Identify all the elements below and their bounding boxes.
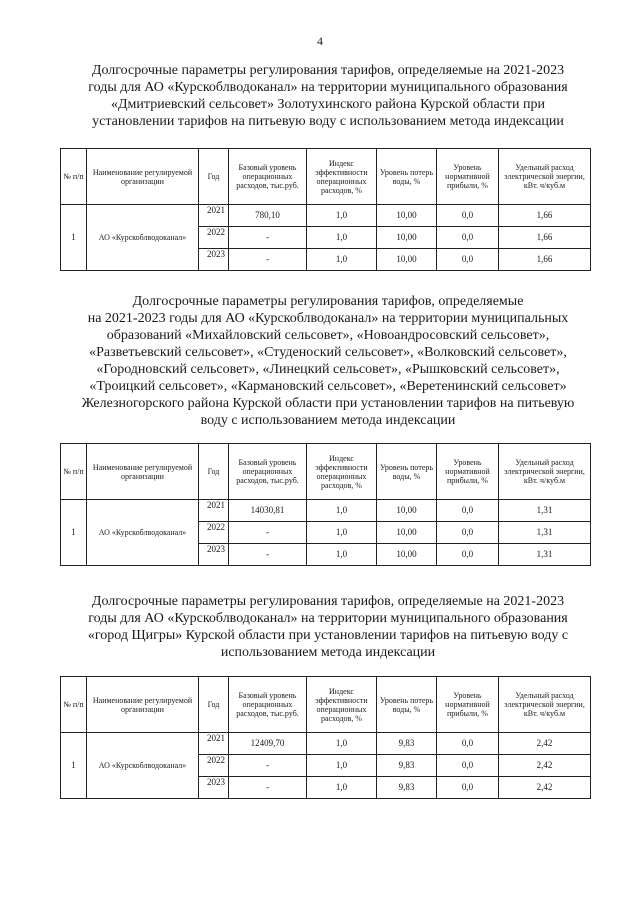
year-cell: 2023	[199, 249, 229, 271]
year-cell: 2022	[199, 227, 229, 249]
section-3-table	[60, 676, 591, 799]
heading-line: Долгосрочные параметры регулирования тарифов, определяемые на 2021-2023	[91, 63, 565, 78]
heading-line: «Разветьевский сельсовет», «Студеноский сельсовет», «Волковский сельсовет»,	[89, 345, 567, 360]
year-cell: 2021	[199, 500, 229, 522]
base-cell: -	[229, 777, 307, 799]
loss-cell: 9,83	[377, 755, 437, 777]
col-header-loss: Уровень потерь воды, %	[377, 444, 437, 500]
org-name: АО «Курскоблводоканал»	[87, 205, 199, 271]
base-cell: -	[229, 544, 307, 566]
col-header-loss: Уровень потерь воды, %	[377, 149, 437, 205]
year-cell: 2023	[199, 777, 229, 799]
heading-line: использованием метода индексации	[220, 645, 436, 660]
heading-line: «Троицкий сельсовет», «Кармановский сельсовет», «Веретенинский сельсовет»	[89, 379, 567, 394]
row-number: 1	[61, 733, 87, 799]
col-header-loss: Уровень потерь воды, %	[377, 677, 437, 733]
col-header-year: Год	[199, 677, 229, 733]
section-3-heading	[58, 593, 598, 661]
energy-cell: 1,66	[499, 249, 591, 271]
org-name: АО «Курскоблводоканал»	[87, 733, 199, 799]
loss-cell: 10,00	[377, 249, 437, 271]
col-header-energy: Удельный расход электрической энергии, кВт. ч/куб.м	[499, 149, 591, 205]
loss-cell: 10,00	[377, 544, 437, 566]
year-cell: 2022	[199, 522, 229, 544]
section-1-table	[60, 148, 591, 271]
index-cell: 1,0	[307, 544, 377, 566]
section-1-heading	[58, 62, 598, 130]
loss-cell: 10,00	[377, 205, 437, 227]
loss-cell: 10,00	[377, 500, 437, 522]
base-cell: 12409,70	[229, 733, 307, 755]
year-cell: 2022	[199, 755, 229, 777]
base-cell: -	[229, 755, 307, 777]
energy-cell: 2,42	[499, 777, 591, 799]
heading-line: воду с использованием метода индексации	[200, 413, 456, 428]
heading-line: «город Щигры» Курской области при установлении тарифов на питьевую воду с	[87, 628, 569, 643]
index-cell: 1,0	[307, 227, 377, 249]
heading-line: «Дмитриевский сельсовет» Золотухинского района Курской области при	[111, 97, 545, 112]
heading-line: Долгосрочные параметры регулирования тарифов, определяемые	[132, 294, 524, 309]
org-name: АО «Курскоблводоканал»	[87, 500, 199, 566]
heading-line: на 2021-2023 годы для АО «Курскоблводоканал» на территории муниципальных	[87, 311, 569, 326]
profit-cell: 0,0	[437, 777, 499, 799]
heading-line: образований «Михайловский сельсовет», «Новоандросовский сельсовет»,	[106, 328, 550, 343]
profit-cell: 0,0	[437, 205, 499, 227]
col-header-index: Индекс эффективности операционных расходов, %	[307, 444, 377, 500]
row-number: 1	[61, 205, 87, 271]
col-header-year: Год	[199, 444, 229, 500]
year-cell: 2021	[199, 205, 229, 227]
energy-cell: 1,31	[499, 500, 591, 522]
index-cell: 1,0	[307, 733, 377, 755]
heading-line: установлении тарифов на питьевую воду с использованием метода индексации	[92, 114, 564, 129]
col-header-num: № п/п	[61, 444, 87, 500]
loss-cell: 9,83	[377, 777, 437, 799]
section-2-heading	[58, 293, 598, 429]
table-row	[61, 205, 591, 227]
col-header-org: Наименование регулируемой организации	[87, 444, 199, 500]
base-cell: -	[229, 249, 307, 271]
base-cell: 780,10	[229, 205, 307, 227]
col-header-base: Базовый уровень операционных расходов, тыс.руб.	[229, 677, 307, 733]
table-row	[61, 500, 591, 522]
year-cell: 2023	[199, 544, 229, 566]
col-header-base: Базовый уровень операционных расходов, тыс.руб.	[229, 444, 307, 500]
header-row	[61, 149, 591, 205]
col-header-profit: Уровень нормативной прибыли, %	[437, 677, 499, 733]
loss-cell: 10,00	[377, 227, 437, 249]
profit-cell: 0,0	[437, 249, 499, 271]
col-header-org: Наименование регулируемой организации	[87, 677, 199, 733]
col-header-num: № п/п	[61, 149, 87, 205]
col-header-index: Индекс эффективности операционных расходов, %	[307, 677, 377, 733]
header-row	[61, 444, 591, 500]
index-cell: 1,0	[307, 249, 377, 271]
energy-cell: 2,42	[499, 755, 591, 777]
section-2-table	[60, 443, 591, 566]
index-cell: 1,0	[307, 522, 377, 544]
heading-line: Железногорского района Курской области при установлении тарифов на питьевую	[81, 396, 575, 411]
col-header-energy: Удельный расход электрической энергии, кВт. ч/куб.м	[499, 444, 591, 500]
profit-cell: 0,0	[437, 522, 499, 544]
profit-cell: 0,0	[437, 544, 499, 566]
heading-line: годы для АО «Курскоблводоканал» на территории муниципального образования	[88, 80, 568, 95]
index-cell: 1,0	[307, 205, 377, 227]
base-cell: 14030,81	[229, 500, 307, 522]
col-header-year: Год	[199, 149, 229, 205]
header-row	[61, 677, 591, 733]
profit-cell: 0,0	[437, 500, 499, 522]
energy-cell: 1,31	[499, 522, 591, 544]
loss-cell: 9,83	[377, 733, 437, 755]
profit-cell: 0,0	[437, 227, 499, 249]
energy-cell: 1,66	[499, 227, 591, 249]
heading-line: Долгосрочные параметры регулирования тарифов, определяемые на 2021-2023	[91, 594, 565, 609]
energy-cell: 1,66	[499, 205, 591, 227]
year-cell: 2021	[199, 733, 229, 755]
col-header-energy: Удельный расход электрической энергии, кВт. ч/куб.м	[499, 677, 591, 733]
loss-cell: 10,00	[377, 522, 437, 544]
base-cell: -	[229, 522, 307, 544]
col-header-num: № п/п	[61, 677, 87, 733]
heading-line: «Городновский сельсовет», «Линецкий сельсовет», «Рышковский сельсовет»,	[96, 362, 560, 377]
page-number: 4	[317, 34, 323, 48]
index-cell: 1,0	[307, 777, 377, 799]
profit-cell: 0,0	[437, 755, 499, 777]
col-header-base: Базовый уровень операционных расходов, тыс.руб.	[229, 149, 307, 205]
index-cell: 1,0	[307, 755, 377, 777]
base-cell: -	[229, 227, 307, 249]
row-number: 1	[61, 500, 87, 566]
energy-cell: 1,31	[499, 544, 591, 566]
heading-line: годы для АО «Курскоблводоканал» на территории муниципального образования	[88, 611, 568, 626]
col-header-profit: Уровень нормативной прибыли, %	[437, 149, 499, 205]
profit-cell: 0,0	[437, 733, 499, 755]
col-header-profit: Уровень нормативной прибыли, %	[437, 444, 499, 500]
col-header-org: Наименование регулируемой организации	[87, 149, 199, 205]
col-header-index: Индекс эффективности операционных расходов, %	[307, 149, 377, 205]
energy-cell: 2,42	[499, 733, 591, 755]
index-cell: 1,0	[307, 500, 377, 522]
table-row	[61, 733, 591, 755]
